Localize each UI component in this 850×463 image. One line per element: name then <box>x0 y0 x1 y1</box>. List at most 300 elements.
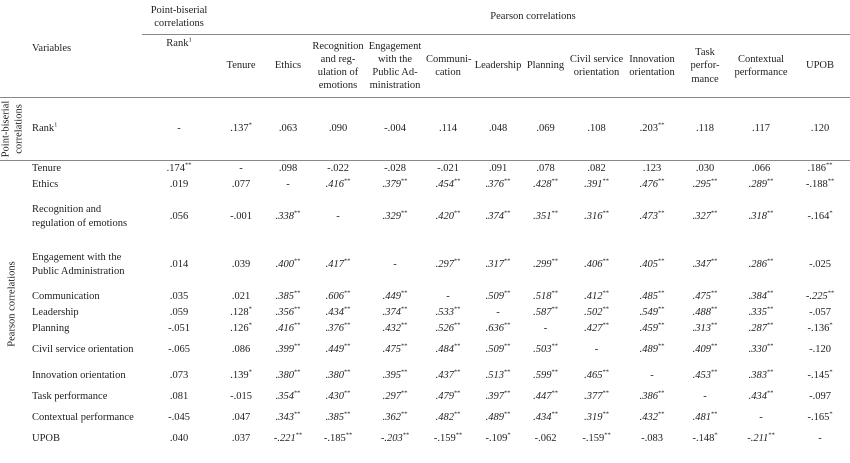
row-label: Ethics <box>32 178 59 190</box>
significance-marker: ** <box>602 410 609 418</box>
significance-marker: ** <box>293 289 301 297</box>
table-cell <box>732 177 790 193</box>
table-cell <box>142 289 216 305</box>
variables-header: Variables <box>0 0 142 98</box>
significance-marker: ** <box>825 161 833 169</box>
significance-marker: ** <box>453 389 461 397</box>
cell-value: .384 <box>748 290 767 302</box>
cell-value: .374 <box>485 210 504 222</box>
cell-value: .482 <box>435 411 454 423</box>
cell-value: .082 <box>587 163 606 175</box>
significance-marker: ** <box>293 305 301 313</box>
significance-marker: * <box>248 121 252 129</box>
row-label: Task performance <box>32 390 108 402</box>
cell-value: -.097 <box>809 390 831 402</box>
group-label-point-biserial <box>0 98 26 161</box>
significance-marker: ** <box>602 368 609 376</box>
significance-marker: ** <box>293 342 301 350</box>
cell-value: - <box>543 322 548 334</box>
column-header: Ethics <box>266 35 310 98</box>
table-row <box>0 363 850 389</box>
significance-marker: ** <box>657 321 665 329</box>
cell-value: .416 <box>275 322 294 334</box>
table-cell <box>524 98 567 161</box>
table-row <box>0 193 850 241</box>
cell-value: .069 <box>536 123 555 135</box>
pearson-header: Pearson correlations <box>216 0 850 35</box>
table-cell <box>626 161 678 177</box>
table-cell <box>472 241 524 289</box>
table-cell <box>524 305 567 321</box>
cell-value: .330 <box>748 343 767 355</box>
significance-marker: ** <box>766 368 774 376</box>
cell-value: -.185 <box>323 432 346 444</box>
table-cell <box>732 363 790 389</box>
significance-marker: * <box>829 368 833 376</box>
table-cell <box>216 389 266 405</box>
cell-value: .048 <box>488 123 508 135</box>
table-cell <box>472 389 524 405</box>
cell-value: .073 <box>169 369 189 381</box>
table-row <box>0 241 850 289</box>
table-cell <box>424 363 472 389</box>
table-row <box>0 98 850 161</box>
cell-value: .405 <box>639 258 658 270</box>
cell-value: .035 <box>169 290 189 302</box>
table-cell <box>678 289 732 305</box>
table-cell <box>366 193 424 241</box>
significance-marker: ** <box>343 368 351 376</box>
significance-marker: ** <box>766 342 774 350</box>
cell-value: .376 <box>485 178 504 190</box>
cell-value: .090 <box>328 123 348 135</box>
cell-value: - <box>239 163 243 175</box>
row-label: Tenure <box>32 163 61 175</box>
cell-value: .416 <box>325 178 344 190</box>
table-cell <box>424 193 472 241</box>
cell-value: .453 <box>692 369 711 381</box>
cell-value: -.120 <box>809 343 831 355</box>
cell-value: .066 <box>751 163 771 175</box>
table-cell <box>524 161 567 177</box>
table-cell <box>472 321 524 337</box>
table-cell <box>790 321 850 337</box>
table-cell <box>524 431 567 447</box>
table-cell <box>366 98 424 161</box>
cell-value: - <box>818 432 822 444</box>
table-cell <box>216 305 266 321</box>
significance-marker: ** <box>766 289 774 297</box>
table-cell <box>310 321 366 337</box>
table-cell <box>216 405 266 431</box>
table-cell <box>216 431 266 447</box>
cell-value: -.065 <box>168 343 190 355</box>
cell-value: .383 <box>748 369 767 381</box>
significance-marker: ** <box>293 410 301 418</box>
table-cell <box>472 405 524 431</box>
table-row <box>0 305 850 321</box>
cell-value: -.159 <box>433 432 456 444</box>
table-row <box>0 161 850 177</box>
table-row <box>0 337 850 363</box>
cell-value: .395 <box>382 369 401 381</box>
significance-marker: ** <box>766 209 774 217</box>
group-label-text: Point-biserial correlations <box>0 100 24 158</box>
cell-value: .317 <box>485 258 504 270</box>
table-cell <box>366 363 424 389</box>
table-cell <box>678 193 732 241</box>
table-cell <box>524 363 567 389</box>
table-cell <box>142 389 216 405</box>
table-cell <box>424 98 472 161</box>
column-header: UPOB <box>790 35 850 98</box>
cell-value: -.057 <box>809 306 831 318</box>
table-cell <box>366 337 424 363</box>
significance-marker: ** <box>400 321 408 329</box>
cell-value: .318 <box>748 210 767 222</box>
significance-marker: ** <box>710 289 718 297</box>
table-cell <box>626 405 678 431</box>
cell-value: .379 <box>382 178 401 190</box>
cell-value: .327 <box>692 210 711 222</box>
cell-value: .354 <box>275 390 294 402</box>
row-label: Recognition and regulation of emotions <box>32 204 128 229</box>
cell-value: .047 <box>231 411 251 423</box>
significance-marker: ** <box>602 257 609 265</box>
significance-marker: ** <box>453 177 461 185</box>
cell-value: .509 <box>485 343 504 355</box>
cell-value: - <box>759 411 763 423</box>
table-cell <box>678 405 732 431</box>
cell-value: -.188 <box>805 178 828 190</box>
point-biserial-header: Point-biserial correlations <box>142 0 216 35</box>
cell-value: .636 <box>485 322 504 334</box>
table-cell <box>472 337 524 363</box>
table-row <box>0 289 850 305</box>
significance-marker: ** <box>602 289 609 297</box>
significance-marker: ** <box>400 368 408 376</box>
cell-value: .335 <box>748 306 767 318</box>
table-cell <box>472 289 524 305</box>
significance-marker: ** <box>400 389 408 397</box>
cell-value: - <box>336 210 340 222</box>
significance-marker: ** <box>293 389 301 397</box>
cell-value: .114 <box>439 123 458 135</box>
table-cell <box>472 305 524 321</box>
significance-marker: ** <box>766 321 774 329</box>
cell-value: -.159 <box>582 432 605 444</box>
table-cell <box>216 363 266 389</box>
cell-value: .449 <box>325 343 344 355</box>
significance-marker: ** <box>766 389 774 397</box>
table-cell <box>216 241 266 289</box>
table-cell <box>310 177 366 193</box>
row-label <box>26 98 142 161</box>
table-cell <box>366 161 424 177</box>
cell-value: .377 <box>584 390 603 402</box>
table-cell <box>142 321 216 337</box>
table-cell <box>567 161 626 177</box>
cell-value: .420 <box>435 210 454 222</box>
table-cell <box>524 289 567 305</box>
cell-value: .037 <box>231 432 251 444</box>
significance-marker: ** <box>551 342 558 350</box>
cell-value: .347 <box>692 258 711 270</box>
significance-marker: ** <box>503 342 511 350</box>
cell-value: .432 <box>382 322 401 334</box>
cell-value: .297 <box>382 390 401 402</box>
cell-value: .485 <box>639 290 658 302</box>
table-cell <box>626 177 678 193</box>
table-cell <box>790 363 850 389</box>
column-header: Engagement with the Public Ad- ministration <box>366 35 424 98</box>
cell-value: .400 <box>275 258 294 270</box>
table-cell <box>366 177 424 193</box>
table-cell <box>524 405 567 431</box>
cell-value: .447 <box>533 390 552 402</box>
cell-value: .118 <box>696 123 715 135</box>
table-cell <box>266 337 310 363</box>
cell-value: .428 <box>533 178 552 190</box>
cell-value: -.022 <box>327 163 349 175</box>
table-cell <box>424 337 472 363</box>
cell-value: .078 <box>536 163 555 175</box>
significance-marker: ** <box>827 289 835 297</box>
row-label: Communication <box>32 290 100 302</box>
significance-marker: ** <box>710 177 718 185</box>
table-cell <box>626 337 678 363</box>
significance-marker: ** <box>602 321 609 329</box>
table-cell <box>790 405 850 431</box>
significance-marker: ** <box>293 209 301 217</box>
table-cell <box>790 161 850 177</box>
cell-value: .081 <box>169 390 189 402</box>
rank-column-label: Rank <box>166 38 189 49</box>
table-cell <box>266 321 310 337</box>
significance-marker: ** <box>343 305 351 313</box>
cell-value: - <box>594 343 599 355</box>
table-cell <box>266 241 310 289</box>
significance-marker: ** <box>657 209 665 217</box>
table-cell <box>310 305 366 321</box>
significance-marker: ** <box>293 368 301 376</box>
table-row <box>0 321 850 337</box>
table-cell <box>472 161 524 177</box>
significance-marker: ** <box>657 257 665 265</box>
table-cell <box>790 98 850 161</box>
significance-marker: * <box>248 368 252 376</box>
table-row <box>0 431 850 447</box>
table-cell <box>790 241 850 289</box>
cell-value: -.145 <box>807 369 830 381</box>
cell-value: .465 <box>584 369 603 381</box>
table-cell <box>732 431 790 447</box>
table-cell <box>678 177 732 193</box>
significance-marker: ** <box>766 257 774 265</box>
significance-marker: * <box>829 321 833 329</box>
table-cell <box>266 363 310 389</box>
table-cell <box>567 405 626 431</box>
table-cell <box>424 389 472 405</box>
table-header <box>0 0 850 98</box>
cell-value: .021 <box>231 290 251 302</box>
cell-value: .509 <box>485 290 504 302</box>
table-cell <box>567 321 626 337</box>
significance-marker: ** <box>503 209 511 217</box>
table-cell <box>310 431 366 447</box>
table-cell <box>524 389 567 405</box>
significance-marker: ** <box>602 209 609 217</box>
cell-value: .030 <box>695 163 715 175</box>
cell-value: .434 <box>533 411 552 423</box>
table-cell <box>216 321 266 337</box>
cell-value: .454 <box>435 178 454 190</box>
rank-column-header <box>142 35 216 98</box>
column-header: Recognition and reg- ulation of emotions <box>310 35 366 98</box>
table-cell <box>567 337 626 363</box>
significance-marker: ** <box>400 289 408 297</box>
significance-marker: ** <box>503 368 511 376</box>
table-cell <box>524 321 567 337</box>
table-cell <box>790 193 850 241</box>
significance-marker: ** <box>400 410 408 418</box>
significance-marker: ** <box>503 177 511 185</box>
table-cell <box>567 177 626 193</box>
table-cell <box>310 98 366 161</box>
significance-marker: ** <box>710 368 718 376</box>
cell-value: .297 <box>435 258 454 270</box>
table-cell <box>524 177 567 193</box>
cell-value: -.109 <box>485 432 508 444</box>
table-cell <box>424 161 472 177</box>
cell-value: .434 <box>325 306 344 318</box>
significance-marker: ** <box>551 177 558 185</box>
significance-marker: ** <box>503 257 511 265</box>
rank-footnote-marker: 1 <box>188 36 192 44</box>
cell-value: .063 <box>278 123 298 135</box>
cell-value: -.004 <box>384 123 406 135</box>
cell-value: .475 <box>382 343 401 355</box>
significance-marker: ** <box>400 209 408 217</box>
table-cell <box>790 337 850 363</box>
table-cell <box>732 321 790 337</box>
significance-marker: ** <box>345 431 353 439</box>
cell-value: -.221 <box>273 432 296 444</box>
cell-value: .299 <box>533 258 552 270</box>
cell-value: .386 <box>639 390 658 402</box>
cell-value: -.148 <box>692 432 715 444</box>
table-cell <box>310 241 366 289</box>
cell-value: .019 <box>169 178 189 190</box>
table-cell <box>266 405 310 431</box>
cell-value: .362 <box>382 411 401 423</box>
significance-marker: ** <box>503 321 511 329</box>
cell-value: .128 <box>230 306 249 318</box>
cell-value: - <box>496 306 500 318</box>
table-cell <box>567 241 626 289</box>
significance-marker: ** <box>766 305 774 313</box>
table-cell <box>366 289 424 305</box>
table-cell <box>626 193 678 241</box>
cell-value: .587 <box>533 306 552 318</box>
table-cell <box>216 177 266 193</box>
table-cell <box>366 389 424 405</box>
table-cell <box>732 161 790 177</box>
column-header: Task perfor- mance <box>678 35 732 98</box>
table-cell <box>732 337 790 363</box>
significance-marker: ** <box>400 177 408 185</box>
cell-value: .417 <box>325 258 344 270</box>
cell-value: -.015 <box>230 390 252 402</box>
table-cell <box>266 98 310 161</box>
table-cell <box>424 177 472 193</box>
significance-marker: ** <box>710 209 718 217</box>
cell-value: .295 <box>692 178 711 190</box>
cell-value: .316 <box>584 210 603 222</box>
cell-value: .137 <box>230 123 249 135</box>
table-cell <box>310 289 366 305</box>
significance-marker: ** <box>710 257 718 265</box>
significance-marker: ** <box>657 289 665 297</box>
significance-marker: * <box>829 209 833 217</box>
significance-marker: ** <box>657 342 665 350</box>
cell-value: .385 <box>275 290 294 302</box>
cell-value: .549 <box>639 306 658 318</box>
table-cell <box>626 289 678 305</box>
cell-value: .186 <box>807 163 826 175</box>
table-cell <box>678 241 732 289</box>
table-cell <box>266 431 310 447</box>
table-row <box>0 405 850 431</box>
significance-marker: ** <box>503 289 511 297</box>
cell-value: .059 <box>169 306 189 318</box>
significance-marker: * <box>507 431 511 439</box>
significance-marker: ** <box>551 305 558 313</box>
column-header: Contextual performance <box>732 35 790 98</box>
table-cell <box>216 161 266 177</box>
table-cell <box>142 241 216 289</box>
row-label: Engagement with the Public Administration <box>32 252 125 277</box>
cell-value: .473 <box>639 210 658 222</box>
cell-value: -.211 <box>747 432 769 444</box>
table-cell <box>567 431 626 447</box>
table-cell <box>216 98 266 161</box>
table-cell <box>142 98 216 161</box>
cell-value: .351 <box>533 210 552 222</box>
table-cell <box>790 305 850 321</box>
cell-value: .356 <box>275 306 294 318</box>
column-header: Innovation orientation <box>626 35 678 98</box>
table-row <box>0 177 850 193</box>
significance-marker: * <box>714 431 718 439</box>
table-cell <box>678 161 732 177</box>
significance-marker: ** <box>551 209 558 217</box>
cell-value: -.203 <box>380 432 403 444</box>
table-cell <box>266 289 310 305</box>
table-cell <box>678 305 732 321</box>
significance-marker: ** <box>503 389 511 397</box>
cell-value: .287 <box>748 322 767 334</box>
significance-marker: ** <box>602 389 609 397</box>
significance-marker: ** <box>710 410 718 418</box>
cell-value: - <box>286 178 290 190</box>
cell-value: .077 <box>231 178 251 190</box>
table-cell <box>567 98 626 161</box>
table-cell <box>567 289 626 305</box>
cell-value: - <box>703 390 707 402</box>
table-cell <box>310 389 366 405</box>
significance-marker: ** <box>657 121 665 129</box>
